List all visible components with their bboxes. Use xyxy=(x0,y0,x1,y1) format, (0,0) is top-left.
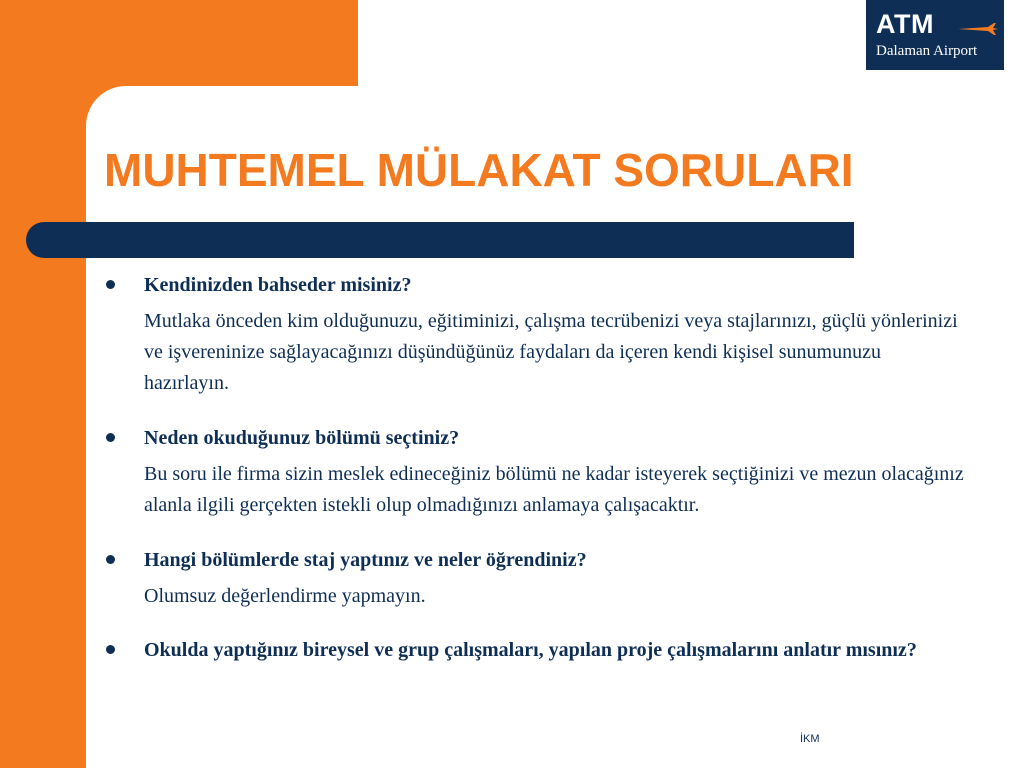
bullet-icon xyxy=(106,433,115,442)
footer-label: İKM xyxy=(800,733,820,745)
answer-text: Mutlaka önceden kim olduğunuzu, eğitiminizi, çalışma tecrübenizi veya stajlarınızı, güçlü yönlerinizi ve işvereninize sağlayacağınızı düşündüğünüz faydaları da içeren kendi kişisel sunumunuzu hazırlayın. xyxy=(144,310,958,394)
bullet-icon xyxy=(106,645,115,654)
bullet-icon xyxy=(106,555,115,564)
bullet-icon xyxy=(106,280,115,289)
question-text: Kendinizden bahseder misiniz? xyxy=(144,274,412,296)
answer-text: Bu soru ile firma sizin meslek edineceğiniz bölümü ne kadar isteyerek seçtiğinizi ve mezun olacağınız alanla ilgili gerçekten istekli olup olmadığınızı anlamaya çalışacaktır. xyxy=(144,463,964,516)
title-divider-bar xyxy=(26,222,854,258)
list-item xyxy=(104,423,964,521)
list-item xyxy=(104,270,964,399)
answer-text: Olumsuz değerlendirme yapmayın. xyxy=(144,585,426,607)
list-item xyxy=(104,635,964,666)
question-text: Okulda yaptığınız bireysel ve grup çalışmaları, yapılan proje çalışmalarını anlatır mısınız? xyxy=(144,639,917,661)
list-item xyxy=(104,545,964,612)
question-text: Hangi bölümlerde staj yaptınız ve neler öğrendiniz? xyxy=(144,549,587,571)
airplane-icon xyxy=(958,22,998,36)
logo-subtitle: Dalaman Airport xyxy=(876,43,978,59)
slide-title: MUHTEMEL MÜLAKAT SORULARI xyxy=(104,144,854,196)
question-text: Neden okuduğunuz bölümü seçtiniz? xyxy=(144,427,460,449)
logo-mark: ATM xyxy=(876,9,934,39)
question-list xyxy=(104,270,964,666)
atm-logo xyxy=(866,0,1004,70)
